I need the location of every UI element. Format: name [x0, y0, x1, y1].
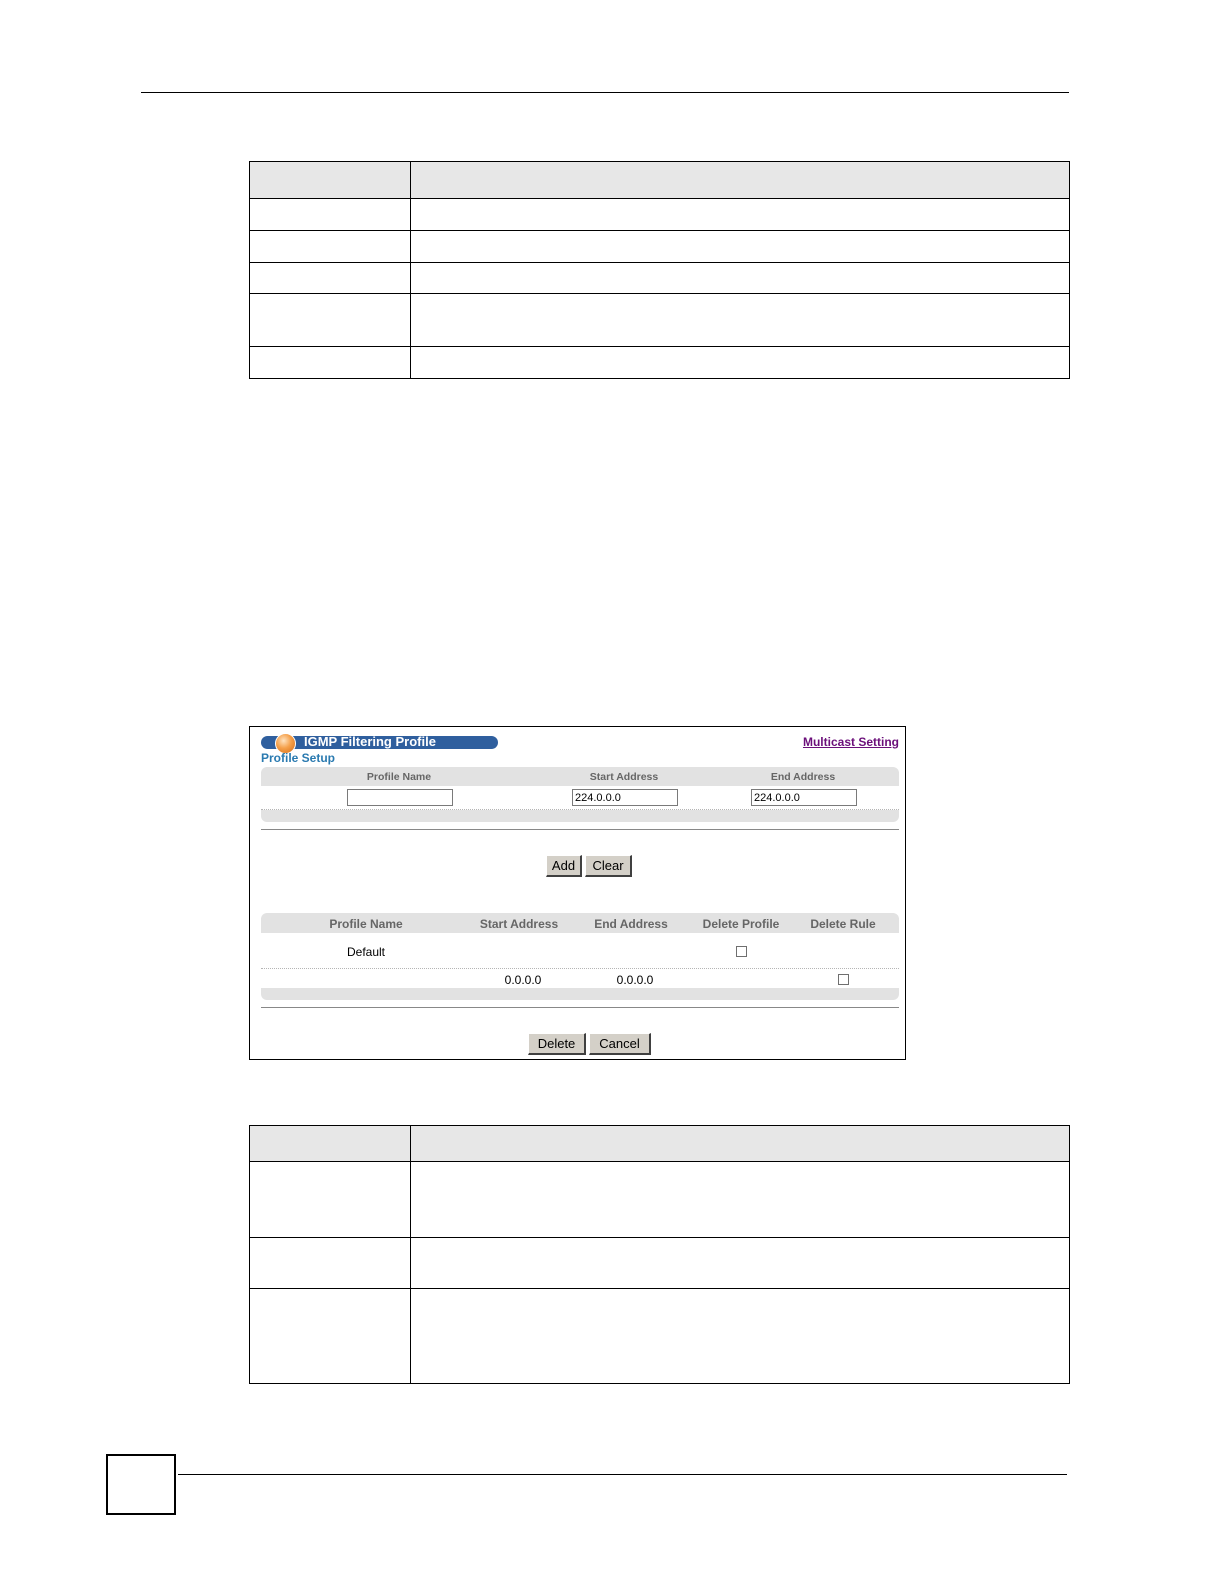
table-row — [250, 231, 1070, 263]
table-cell — [411, 231, 1070, 263]
list-end-address-header: End Address — [594, 917, 668, 931]
table-row — [250, 1289, 1070, 1384]
table-cell — [250, 347, 411, 379]
delete-rule-checkbox[interactable] — [838, 974, 849, 985]
table-row — [250, 347, 1070, 379]
list-profile-name-header: Profile Name — [329, 917, 403, 931]
profile-name-header: Profile Name — [366, 771, 432, 783]
table-header-cell — [411, 162, 1070, 199]
profile-setup-heading: Profile Setup — [261, 751, 336, 765]
table-row — [250, 263, 1070, 294]
table-header-cell — [411, 1126, 1070, 1162]
add-button[interactable]: Add — [546, 855, 582, 877]
table-cell — [411, 1162, 1070, 1238]
table-cell — [411, 199, 1070, 231]
table-row — [250, 1238, 1070, 1289]
table-cell — [411, 347, 1070, 379]
list-start-address-header: Start Address — [479, 917, 559, 931]
table-header-row — [250, 162, 1070, 199]
delete-profile-checkbox[interactable] — [736, 946, 747, 957]
end-address-header: End Address — [770, 771, 836, 783]
table-row — [250, 294, 1070, 347]
cancel-button[interactable]: Cancel — [589, 1033, 651, 1055]
start-address-header: Start Address — [589, 771, 659, 783]
section-divider — [261, 829, 899, 830]
table-row — [250, 199, 1070, 231]
list-delete-profile-header: Delete Profile — [702, 917, 780, 931]
screen-title: IGMP Filtering Profile — [304, 734, 436, 749]
multicast-setting-link[interactable]: Multicast Setting — [802, 735, 899, 749]
delete-button[interactable]: Delete — [528, 1033, 586, 1055]
form-footer-bar — [261, 810, 899, 822]
table-row — [250, 1162, 1070, 1238]
profile-list-table — [261, 913, 899, 1000]
label-description-table-1 — [249, 161, 1070, 379]
igmp-filtering-profile-screen — [249, 726, 906, 1060]
start-address-input[interactable] — [572, 789, 678, 806]
list-footer-bar — [261, 988, 899, 1000]
table-cell — [411, 294, 1070, 347]
table-cell — [250, 1162, 411, 1238]
section-divider — [261, 1007, 899, 1008]
table-cell — [250, 1238, 411, 1289]
table-cell — [250, 231, 411, 263]
row-divider — [261, 968, 899, 969]
table-header-row — [250, 1126, 1070, 1162]
footer-rule — [178, 1474, 1067, 1475]
profile-setup-form — [261, 767, 899, 822]
end-address-input[interactable] — [751, 789, 857, 806]
list-delete-rule-header: Delete Rule — [810, 917, 876, 931]
page-number-box — [106, 1454, 176, 1515]
profile-name-cell: Default — [346, 945, 386, 959]
table-cell — [411, 263, 1070, 294]
end-address-cell: 0.0.0.0 — [616, 973, 654, 987]
table-header-cell — [250, 1126, 411, 1162]
table-cell — [250, 1289, 411, 1384]
table-cell — [411, 1289, 1070, 1384]
clear-button[interactable]: Clear — [585, 855, 632, 877]
title-bar — [261, 736, 498, 749]
profile-name-input[interactable] — [347, 789, 453, 806]
header-rule — [141, 92, 1069, 93]
label-description-table-2 — [249, 1125, 1070, 1384]
table-cell — [250, 199, 411, 231]
table-cell — [250, 263, 411, 294]
start-address-cell: 0.0.0.0 — [504, 973, 542, 987]
table-cell — [411, 1238, 1070, 1289]
table-cell — [250, 294, 411, 347]
table-header-cell — [250, 162, 411, 199]
